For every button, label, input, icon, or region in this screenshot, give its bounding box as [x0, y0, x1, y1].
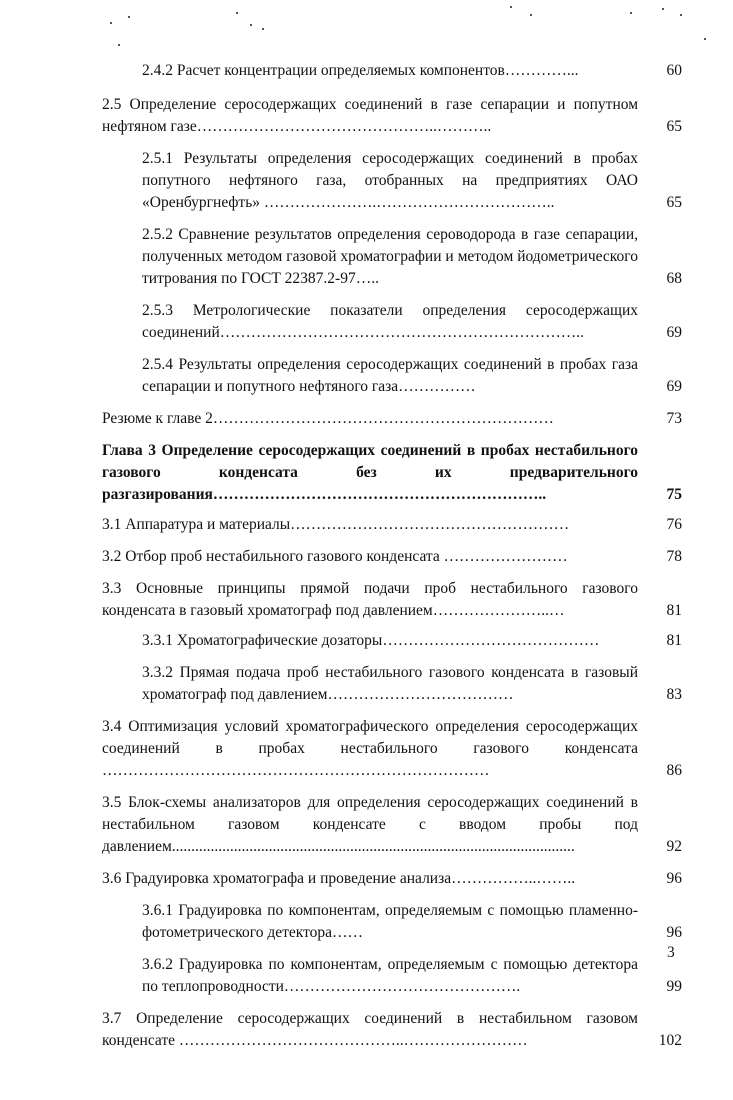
toc-entry-title: 3.6.1 Градуировка по компонентам, определяемым с помощью пламенно-фотометрического детектора……	[142, 902, 638, 941]
toc-entry	[102, 868, 682, 890]
toc-entry-title: 3.1 Аппаратура и материалы………………………………………………	[102, 516, 570, 533]
toc-entry-page: 96	[666, 924, 682, 941]
toc-entry-title: Глава 3 Определение серосодержащих соединений в пробах нестабильного газового конденсата без их предварительного разгазирования………………………………………………………..	[102, 442, 638, 503]
toc-entry	[102, 408, 682, 430]
toc-entry-page: 81	[666, 632, 682, 649]
toc-entry	[102, 60, 682, 82]
toc-entry	[102, 630, 682, 652]
toc-entry-title: Резюме к главе 2…………………………………………………………	[102, 410, 554, 427]
toc-entry-title: 3.4 Оптимизация условий хроматографического определения серосодержащих соединений в пробах нестабильного газового конденсата …………………………………………………………………	[102, 718, 638, 779]
toc-entry-page: 65	[666, 118, 682, 135]
toc-entry-title: 3.2 Отбор проб нестабильного газового конденсата ……………………	[102, 548, 568, 565]
toc-entry-page: 86	[666, 762, 682, 779]
toc-entry-title: 3.3 Основные принципы прямой подачи проб нестабильного газового конденсата в газовый хроматограф под давлением…………………..…	[102, 580, 638, 619]
toc-entry	[102, 546, 682, 568]
toc-entry	[102, 440, 682, 506]
toc-entry-page: 65	[666, 194, 682, 211]
toc-entry	[102, 900, 682, 944]
toc-entry-page: 78	[666, 548, 682, 565]
toc-entry-title: 2.5.3 Метрологические показатели определения серосодержащих соединений……………………………………………………………..	[142, 302, 638, 341]
toc-entry-title: 2.5.2 Сравнение результатов определения сероводорода в газе сепарации, полученных методом газовой хроматографии и методом йодометрического титрования по ГОСТ 22387.2-97…..	[142, 226, 638, 287]
toc-entry-page: 99	[666, 978, 682, 995]
toc-entry	[102, 148, 682, 214]
toc-entry-title: 3.6.2 Градуировка по компонентам, определяемым с помощью детектора по теплопроводности……………………………………….	[142, 956, 638, 995]
toc-entry-page: 81	[666, 602, 682, 619]
toc-entry-title: 2.4.2 Расчет концентрации определяемых компонентов…………...	[142, 62, 579, 79]
toc-entry	[102, 1008, 682, 1052]
toc-entry-title: 2.5.4 Результаты определения серосодержащих соединений в пробах газа сепарации и попутного нефтяного газа……………	[142, 356, 638, 395]
page-number: 3	[667, 944, 675, 961]
toc-entry-page: 60	[666, 62, 682, 79]
toc-entry-page: 96	[666, 870, 682, 887]
toc-entry	[102, 300, 682, 344]
table-of-contents	[102, 60, 682, 1052]
toc-entry-page: 68	[666, 270, 682, 287]
toc-entry-page: 102	[658, 1032, 682, 1049]
toc-entry	[102, 354, 682, 398]
toc-entry-title: 2.5.1 Результаты определения серосодержащих соединений в пробах попутного нефтяного газа, отобранных на предприятиях ОАО «Оренбургнефть» ………………….……………………………..	[142, 150, 638, 211]
toc-entry-page: 92	[666, 838, 682, 855]
toc-entry	[102, 662, 682, 706]
toc-entry-title: 3.3.2 Прямая подача проб нестабильного газового конденсата в газовый хроматограф под давлением………………………………	[142, 664, 638, 703]
toc-entry	[102, 716, 682, 782]
toc-entry	[102, 954, 682, 998]
toc-entry	[102, 224, 682, 290]
toc-entry-page: 76	[666, 516, 682, 533]
toc-entry-title: 3.5 Блок-схемы анализаторов для определения серосодержащих соединений в нестабильном газовом конденсате с вводом пробы под давлением........................................................................................................	[102, 794, 638, 855]
toc-entry	[102, 792, 682, 858]
toc-entry-page: 75	[666, 486, 682, 503]
toc-entry-page: 83	[666, 686, 682, 703]
toc-entry-page: 73	[666, 410, 682, 427]
toc-entry	[102, 578, 682, 622]
toc-entry-title: 3.3.1 Хроматографические дозаторы……………………………………	[142, 632, 600, 649]
toc-entry	[102, 94, 682, 138]
toc-entry-page: 69	[666, 378, 682, 395]
toc-entry-title: 3.7 Определение серосодержащих соединений в нестабильном газовом конденсате ……………………………………..……………………	[102, 1010, 638, 1049]
toc-entry	[102, 514, 682, 536]
toc-entry-title: 2.5 Определение серосодержащих соединений в газе сепарации и попутном нефтяном газе………………………………………..………..	[102, 96, 638, 135]
toc-entry-title: 3.6 Градуировка хроматографа и проведение анализа……………..……..	[102, 870, 576, 887]
toc-entry-page: 69	[666, 324, 682, 341]
